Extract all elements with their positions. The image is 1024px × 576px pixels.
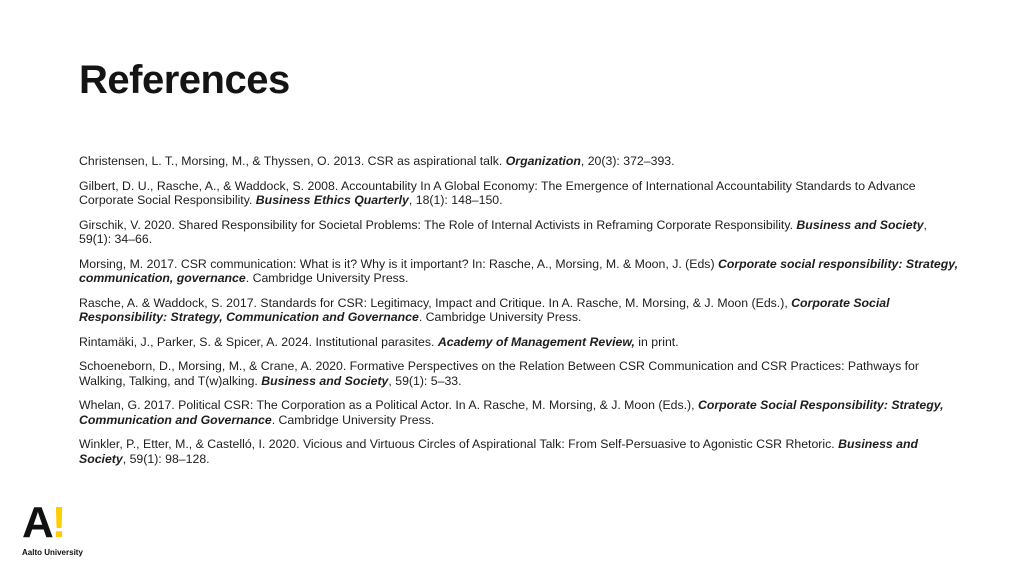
reference-item xyxy=(79,218,959,247)
reference-details: . Cambridge University Press. xyxy=(418,310,582,324)
reference-text: Christensen, L. T., Morsing, M., & Thyssen, O. 2013. CSR as aspirational talk. xyxy=(79,154,506,168)
reference-item xyxy=(79,154,959,169)
reference-source: Corporate social responsibility: Strategy, communication, governance xyxy=(79,256,959,285)
logo-name: Aalto University xyxy=(22,548,83,557)
reference-details: , 59(1): 34–66. xyxy=(79,217,927,246)
reference-text: Schoeneborn, D., Morsing, M., & Crane, A. 2020. Formative Perspectives on the Relation Between CSR Communication and CSR Practices: Pathways for Walking, Talking, and T(w)alking. xyxy=(79,359,919,388)
reference-item xyxy=(79,296,959,325)
reference-list xyxy=(79,154,959,476)
reference-item xyxy=(79,359,959,388)
reference-item xyxy=(79,179,959,208)
reference-item xyxy=(79,398,959,427)
reference-source: Organization xyxy=(505,154,581,168)
aalto-logo xyxy=(22,498,94,561)
reference-source: Business and Society xyxy=(261,373,389,388)
reference-source: Business and Society xyxy=(79,437,919,466)
reference-item xyxy=(79,335,959,350)
reference-text: Whelan, G. 2017. Political CSR: The Corporation as a Political Actor. In A. Rasche, M. Morsing, & J. Moon (Eds.), xyxy=(79,398,698,412)
reference-source: Academy of Management Review, xyxy=(437,334,635,349)
reference-source: Corporate Social Responsibility: Strategy, Communication and Governance xyxy=(79,295,890,324)
reference-details: , 59(1): 5–33. xyxy=(388,373,462,388)
exclamation-icon: ! xyxy=(51,498,67,547)
reference-item xyxy=(79,437,959,466)
reference-details: , 20(3): 372–393. xyxy=(580,154,675,168)
reference-details: in print. xyxy=(634,334,679,349)
reference-details: , 59(1): 98–128. xyxy=(122,451,210,466)
reference-details: , 18(1): 148–150. xyxy=(408,193,503,207)
logo-letter: A xyxy=(22,498,53,547)
reference-details: . Cambridge University Press. xyxy=(245,271,409,285)
reference-text: Morsing, M. 2017. CSR communication: What is it? Why is it important? In: Rasche, A., Morsing, M. & Moon, J. (Eds) xyxy=(79,256,718,271)
reference-source: Business and Society xyxy=(796,217,924,232)
reference-source: Corporate Social Responsibility: Strategy, Communication and Governance xyxy=(79,398,944,427)
logo-mark xyxy=(22,498,67,547)
reference-details: . Cambridge University Press. xyxy=(271,412,435,427)
reference-source: Business Ethics Quarterly xyxy=(255,193,409,207)
reference-text: Winkler, P., Etter, M., & Castelló, I. 2020. Vicious and Virtuous Circles of Aspirational Talk: From Self-Persuasive to Agonistic CSR Rhetoric. xyxy=(79,437,839,451)
reference-item xyxy=(79,257,959,286)
reference-text: Gilbert, D. U., Rasche, A., & Waddock, S. 2008. Accountability In A Global Economy: The Emergence of International Accountability Standards to Advance Corporate Social Responsibility. xyxy=(79,178,916,207)
reference-text: Rasche, A. & Waddock, S. 2017. Standards for CSR: Legitimacy, Impact and Critique. In A. Rasche, M. Morsing, & J. Moon (Eds.), xyxy=(79,295,792,310)
slide-title: References xyxy=(79,58,290,102)
reference-text: Rintamäki, J., Parker, S. & Spicer, A. 2024. Institutional parasites. xyxy=(79,334,438,349)
reference-text: Girschik, V. 2020. Shared Responsibility for Societal Problems: The Role of Internal Activists in Reframing Corporate Responsibility. xyxy=(79,217,797,232)
